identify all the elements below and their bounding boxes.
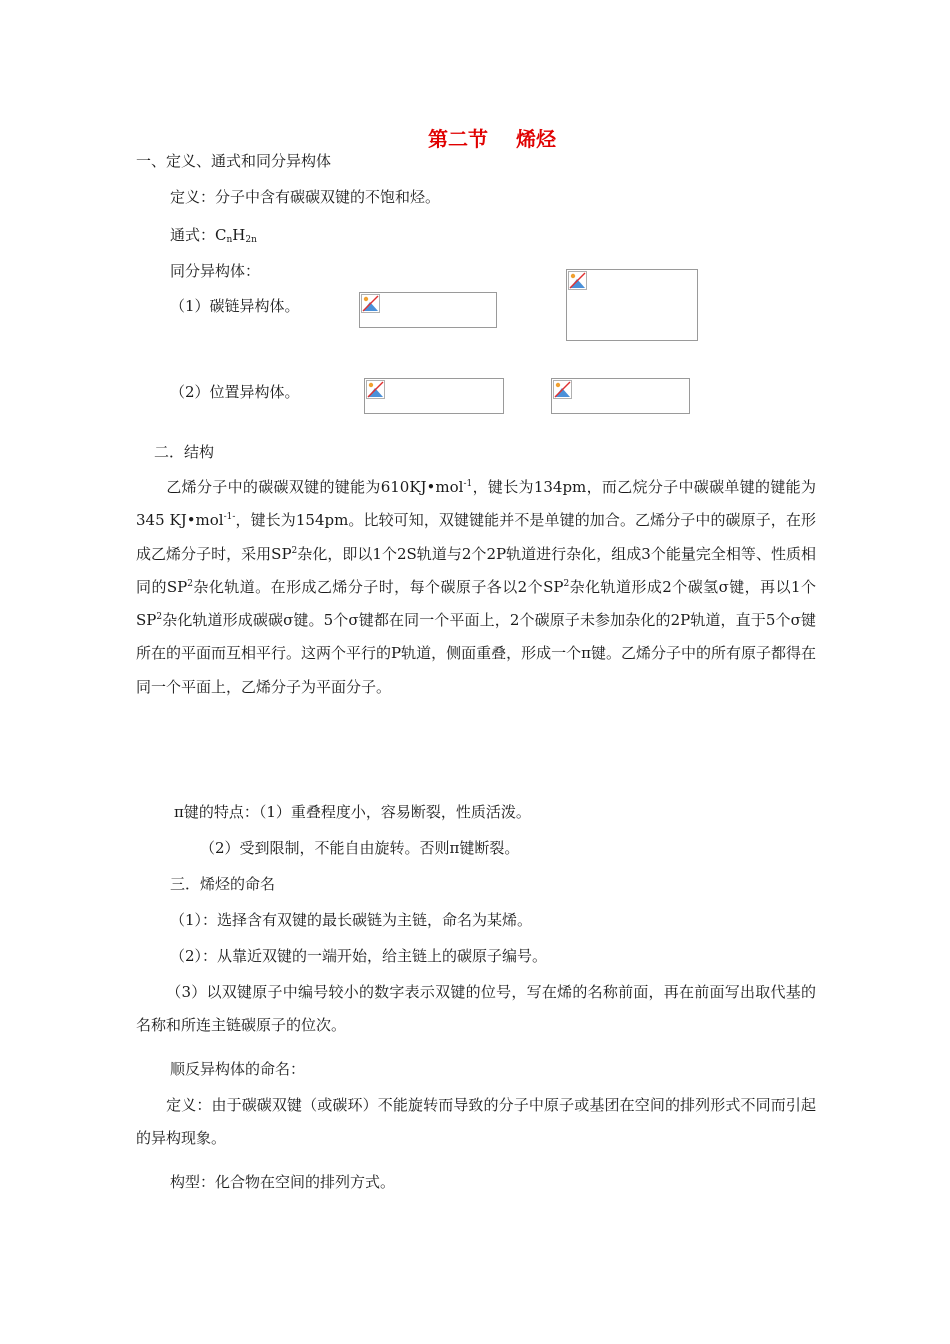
structure-sup-4: 2 (187, 578, 193, 589)
naming-rule-3 (136, 976, 816, 1043)
structure-text-g: 杂化轨道形成碳碳σ键。5个σ键都在同一个平面上，2个碳原子未参加杂化的2P轨道，直于5个σ键所在的平面而互相平行。这两个平行的P轨道，侧面重叠，形成一个π键。乙烯分子中的所有原子都得在同一个平面上，乙烯分子为平面分子。 (136, 611, 816, 696)
broken-image-icon (553, 380, 572, 399)
carbon-chain-isomer-image-2 (566, 269, 698, 341)
structure-sup-6: 2 (156, 612, 163, 623)
structure-text-d: 杂化，即以1个2S轨道与2个2P轨道进行杂化，组成3个能量完全相等、性质相同的SP (136, 544, 817, 596)
pi-bond-feature-1: π键的特点：（1）重叠程度小，容易断裂，性质活泼。 (174, 803, 531, 821)
structure-sup-5: 2 (563, 578, 570, 589)
definition-text: 定义：分子中含有碳碳双键的不饱和烃。 (170, 188, 441, 206)
structure-text-c: ，键长为154pm。比较可知，双键键能并不是单键的加合。乙烯分子中的碳原子，在形成乙烯分子时，采用SP (136, 511, 816, 563)
formula-c: C (215, 226, 227, 244)
configuration-definition: 构型：化合物在空间的排列方式。 (170, 1173, 396, 1191)
cis-trans-heading: 顺反异构体的命名： (170, 1060, 306, 1078)
cis-trans-definition (136, 1089, 816, 1156)
structure-paragraph (136, 471, 816, 704)
formula-n: n (226, 235, 233, 245)
carbon-chain-isomer-image (359, 292, 497, 328)
carbon-chain-isomer-label: （1）碳链异构体。 (170, 297, 300, 315)
formula-h: H (232, 226, 246, 244)
broken-image-icon (361, 294, 380, 313)
broken-image-icon (366, 380, 385, 399)
structure-sup-1: -1 (463, 479, 473, 489)
formula-label: 通式： (170, 226, 216, 244)
title-part-2: 烯烃 (516, 127, 556, 151)
section-3-heading: 三．烯烃的命名 (170, 875, 276, 893)
naming-rule-1: （1）：选择含有双键的最长碳链为主链，命名为某烯。 (170, 911, 533, 929)
section-1-heading: 一、定义、通式和同分异构体 (136, 152, 332, 170)
position-isomer-image (364, 378, 504, 414)
general-formula (170, 225, 257, 245)
structure-text-a: 乙烯分子中的碳碳双键的键能为610KJ•mol (166, 478, 464, 496)
structure-text-b: ，键长为134pm，而乙烷分子中碳碳单键的键能为345 KJ•mol (136, 478, 816, 530)
naming-rule-2: （2）：从靠近双键的一端开始，给主链上的碳原子编号。 (170, 947, 548, 965)
structure-text-e: 杂化轨道。在形成乙烯分子时，每个碳原子各以2个SP (192, 577, 564, 596)
broken-image-icon (568, 271, 587, 290)
naming-rule-3-text: （3）以双键原子中编号较小的数字表示双键的位号，写在烯的名称前面，再在前面写出取代基的名称和所连主链碳原子的位次。 (136, 983, 816, 1035)
title-part-1: 第二节 (428, 127, 488, 151)
position-isomer-image-2 (551, 378, 690, 414)
page-title (0, 126, 950, 152)
cis-trans-definition-text: 定义：由于碳碳双键（或碳环）不能旋转而导致的分子中原子或基团在空间的排列形式不同而引起的异构现象。 (136, 1096, 816, 1148)
structure-text-f: 杂化轨道形成2个碳氢σ键，再以1个SP (136, 577, 816, 630)
isomer-heading: 同分异构体： (170, 262, 261, 280)
section-2-heading: 二．结构 (154, 443, 215, 461)
position-isomer-label: （2）位置异构体。 (170, 383, 300, 401)
structure-sup-2: -1- (223, 512, 236, 523)
structure-sup-3: 2 (291, 545, 298, 556)
formula-2n: 2n (245, 235, 257, 245)
pi-bond-feature-2: （2）受到限制，不能自由旋转。否则π键断裂。 (200, 839, 520, 857)
